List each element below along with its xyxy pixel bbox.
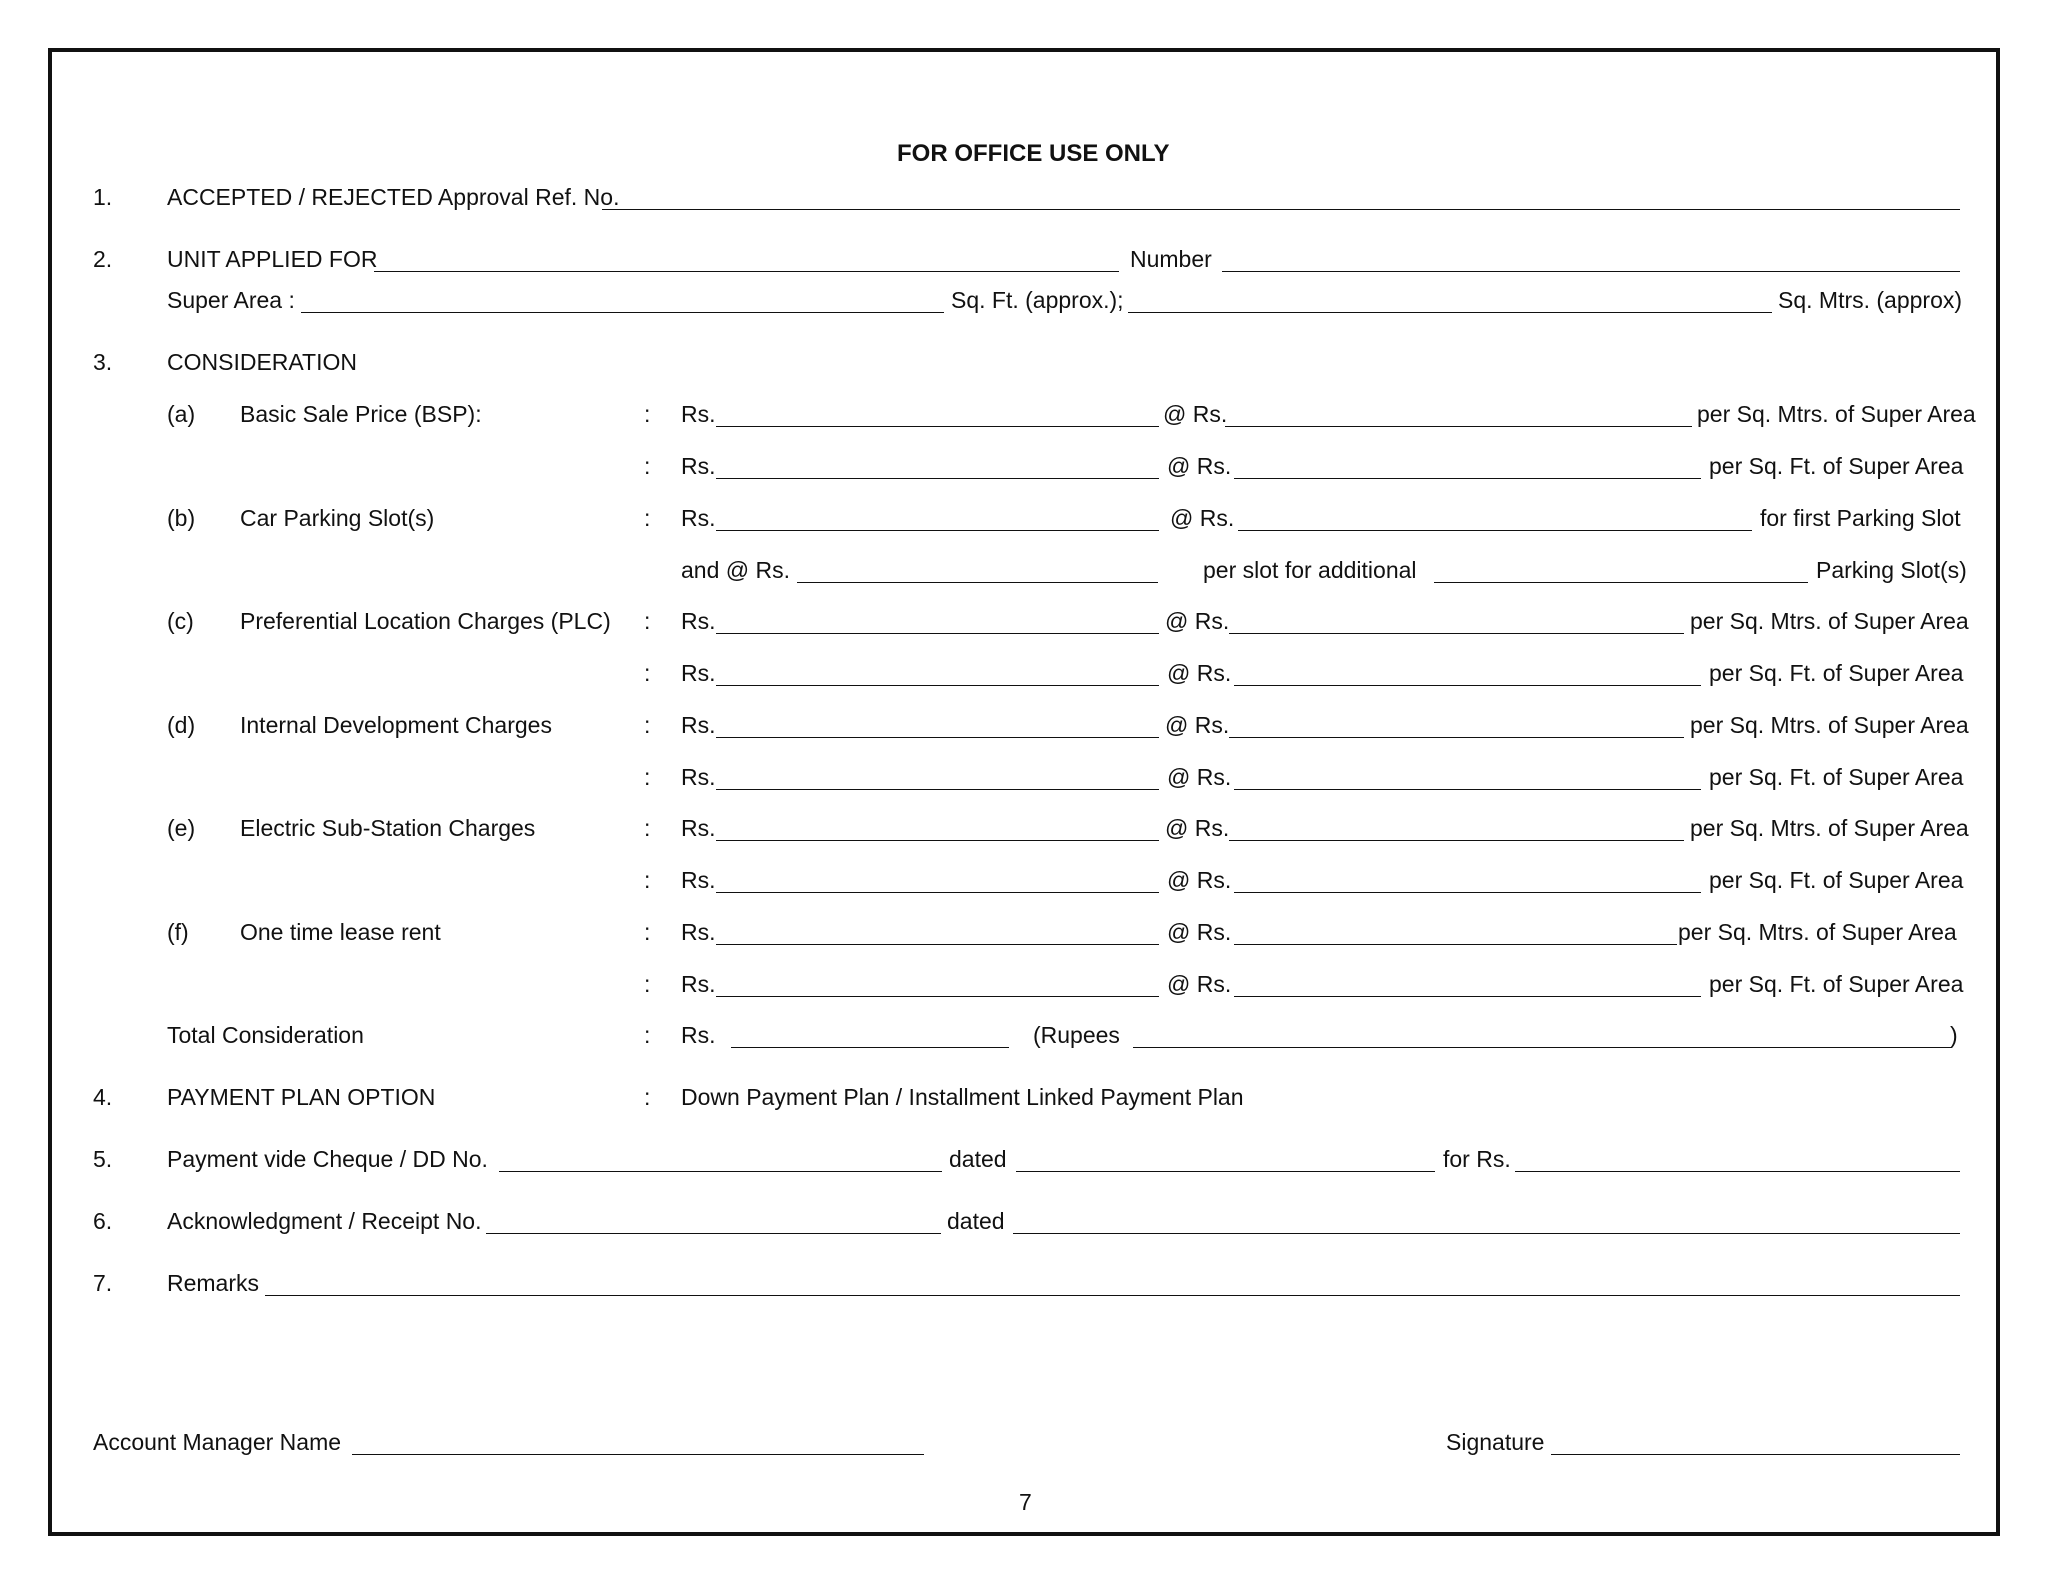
essc-sqm-amount-field[interactable] [716, 840, 1159, 841]
colon: : [644, 971, 651, 997]
idc-label: Internal Development Charges [240, 712, 552, 738]
bsp-label: Basic Sale Price (BSP): [240, 401, 482, 427]
essc-letter: (e) [167, 815, 196, 841]
cheque-dd-number-field[interactable] [499, 1171, 942, 1172]
per-sqft-label: per Sq. Ft. of Super Area [1709, 971, 1964, 997]
colon: : [644, 453, 651, 479]
total-in-words-field[interactable] [1133, 1047, 1951, 1048]
lease-sqft-rate-field[interactable] [1234, 996, 1701, 997]
plc-sqft-rate-field[interactable] [1234, 685, 1701, 686]
idc-letter: (d) [167, 712, 196, 738]
rs-label: Rs. [681, 660, 716, 686]
dated-label: dated [947, 1208, 1005, 1234]
item-7-number: 7. [93, 1270, 113, 1296]
unit-applied-field[interactable] [374, 271, 1119, 272]
approval-ref-field[interactable] [602, 209, 1960, 210]
bsp-sqm-rate-field[interactable] [1225, 426, 1692, 427]
cheque-dd-label: Payment vide Cheque / DD No. [167, 1146, 488, 1172]
remarks-field[interactable] [265, 1295, 1960, 1296]
rs-label: Rs. [681, 1022, 716, 1048]
at-rs-label: @ Rs. [1167, 919, 1232, 945]
page-title: FOR OFFICE USE ONLY [897, 140, 1170, 167]
essc-sqft-amount-field[interactable] [716, 892, 1159, 893]
lease-letter: (f) [167, 919, 189, 945]
item-2-number: 2. [93, 246, 113, 272]
lease-sqm-rate-field[interactable] [1234, 944, 1677, 945]
cheque-amount-field[interactable] [1515, 1171, 1960, 1172]
rs-label: Rs. [681, 867, 716, 893]
unit-applied-label: UNIT APPLIED FOR [167, 246, 378, 272]
total-amount-field[interactable] [731, 1047, 1009, 1048]
per-sqm-label: per Sq. Mtrs. of Super Area [1678, 919, 1957, 945]
plc-letter: (c) [167, 608, 194, 634]
approval-ref-label: ACCEPTED / REJECTED Approval Ref. No. [167, 184, 620, 210]
total-consideration-label: Total Consideration [167, 1022, 364, 1048]
idc-sqm-rate-field[interactable] [1229, 737, 1684, 738]
item-6-number: 6. [93, 1208, 113, 1234]
essc-sqm-rate-field[interactable] [1229, 840, 1684, 841]
at-rs-label: @ Rs. [1163, 401, 1228, 427]
parking-slots-label: Parking Slot(s) [1816, 557, 1967, 583]
colon: : [644, 1022, 651, 1048]
parking-first-rate-field[interactable] [1238, 530, 1752, 531]
unit-number-label: Number [1130, 246, 1212, 272]
super-area-label: Super Area : [167, 287, 295, 313]
for-rs-label: for Rs. [1443, 1146, 1511, 1172]
item-3-number: 3. [93, 349, 113, 375]
colon: : [644, 712, 651, 738]
bsp-sqm-amount-field[interactable] [716, 426, 1159, 427]
sqm-unit-label: Sq. Mtrs. (approx) [1778, 287, 1963, 313]
bsp-letter: (a) [167, 401, 196, 427]
account-manager-field[interactable] [352, 1454, 924, 1455]
item-4-number: 4. [93, 1084, 113, 1110]
colon: : [644, 815, 651, 841]
at-rs-label: @ Rs. [1165, 815, 1230, 841]
at-rs-label: @ Rs. [1167, 971, 1232, 997]
at-rs-label: @ Rs. [1167, 867, 1232, 893]
rs-label: Rs. [681, 712, 716, 738]
colon: : [644, 660, 651, 686]
per-slot-label: per slot for additional [1203, 557, 1417, 583]
at-rs-label: @ Rs. [1167, 660, 1232, 686]
colon: : [644, 919, 651, 945]
payment-plan-label: PAYMENT PLAN OPTION [167, 1084, 436, 1110]
super-area-sqft-field[interactable] [301, 312, 944, 313]
rs-label: Rs. [681, 453, 716, 479]
rs-label: Rs. [681, 971, 716, 997]
rupees-close-label: ) [1950, 1022, 1958, 1048]
rs-label: Rs. [681, 764, 716, 790]
sqft-unit-label: Sq. Ft. (approx.); [951, 287, 1124, 313]
signature-field[interactable] [1551, 1454, 1960, 1455]
plc-sqm-amount-field[interactable] [716, 633, 1159, 634]
additional-slots-count-field[interactable] [1434, 582, 1808, 583]
consideration-label: CONSIDERATION [167, 349, 357, 375]
first-parking-slot-label: for first Parking Slot [1760, 505, 1961, 531]
receipt-number-field[interactable] [486, 1233, 941, 1234]
plc-sqft-amount-field[interactable] [716, 685, 1159, 686]
per-sqm-label: per Sq. Mtrs. of Super Area [1690, 815, 1969, 841]
per-sqft-label: per Sq. Ft. of Super Area [1709, 867, 1964, 893]
account-manager-label: Account Manager Name [93, 1429, 342, 1455]
per-sqft-label: per Sq. Ft. of Super Area [1709, 453, 1964, 479]
colon: : [644, 764, 651, 790]
remarks-label: Remarks [167, 1270, 260, 1296]
colon: : [644, 608, 651, 634]
plc-label: Preferential Location Charges (PLC) [240, 608, 611, 634]
unit-number-field[interactable] [1222, 271, 1960, 272]
plc-sqm-rate-field[interactable] [1229, 633, 1684, 634]
cheque-date-field[interactable] [1016, 1171, 1435, 1172]
essc-label: Electric Sub-Station Charges [240, 815, 536, 841]
rs-label: Rs. [681, 815, 716, 841]
at-rs-label: @ Rs. [1170, 505, 1235, 531]
idc-sqm-amount-field[interactable] [716, 737, 1159, 738]
item-1-number: 1. [93, 184, 113, 210]
colon: : [644, 1084, 651, 1110]
per-sqft-label: per Sq. Ft. of Super Area [1709, 660, 1964, 686]
lease-sqft-amount-field[interactable] [716, 996, 1159, 997]
additional-slot-rate-field[interactable] [797, 582, 1158, 583]
per-sqm-label: per Sq. Mtrs. of Super Area [1690, 608, 1969, 634]
page-number: 7 [1019, 1489, 1032, 1515]
at-rs-label: @ Rs. [1165, 608, 1230, 634]
parking-amount-field[interactable] [716, 530, 1159, 531]
rs-label: Rs. [681, 608, 716, 634]
lease-sqm-amount-field[interactable] [716, 944, 1159, 945]
super-area-sqm-field[interactable] [1128, 312, 1772, 313]
colon: : [644, 505, 651, 531]
dated-label: dated [949, 1146, 1007, 1172]
and-at-rs-label: and @ Rs. [681, 557, 791, 583]
rs-label: Rs. [681, 401, 716, 427]
idc-sqft-amount-field[interactable] [716, 789, 1159, 790]
rupees-open-label: (Rupees [1033, 1022, 1120, 1048]
receipt-date-field[interactable] [1013, 1233, 1960, 1234]
per-sqft-label: per Sq. Ft. of Super Area [1709, 764, 1964, 790]
item-5-number: 5. [93, 1146, 113, 1172]
at-rs-label: @ Rs. [1165, 712, 1230, 738]
lease-label: One time lease rent [240, 919, 441, 945]
colon: : [644, 867, 651, 893]
bsp-sqft-rate-field[interactable] [1234, 478, 1701, 479]
parking-label: Car Parking Slot(s) [240, 505, 435, 531]
rs-label: Rs. [681, 919, 716, 945]
per-sqm-label: per Sq. Mtrs. of Super Area [1690, 712, 1969, 738]
per-sqm-label: per Sq. Mtrs. of Super Area [1697, 401, 1976, 427]
receipt-label: Acknowledgment / Receipt No. [167, 1208, 482, 1234]
signature-label: Signature [1446, 1429, 1545, 1455]
essc-sqft-rate-field[interactable] [1234, 892, 1701, 893]
rs-label: Rs. [681, 505, 716, 531]
at-rs-label: @ Rs. [1167, 453, 1232, 479]
at-rs-label: @ Rs. [1167, 764, 1232, 790]
payment-plan-options[interactable]: Down Payment Plan / Installment Linked Payment Plan [681, 1084, 1244, 1110]
idc-sqft-rate-field[interactable] [1234, 789, 1701, 790]
colon: : [644, 401, 651, 427]
parking-letter: (b) [167, 505, 196, 531]
bsp-sqft-amount-field[interactable] [716, 478, 1159, 479]
